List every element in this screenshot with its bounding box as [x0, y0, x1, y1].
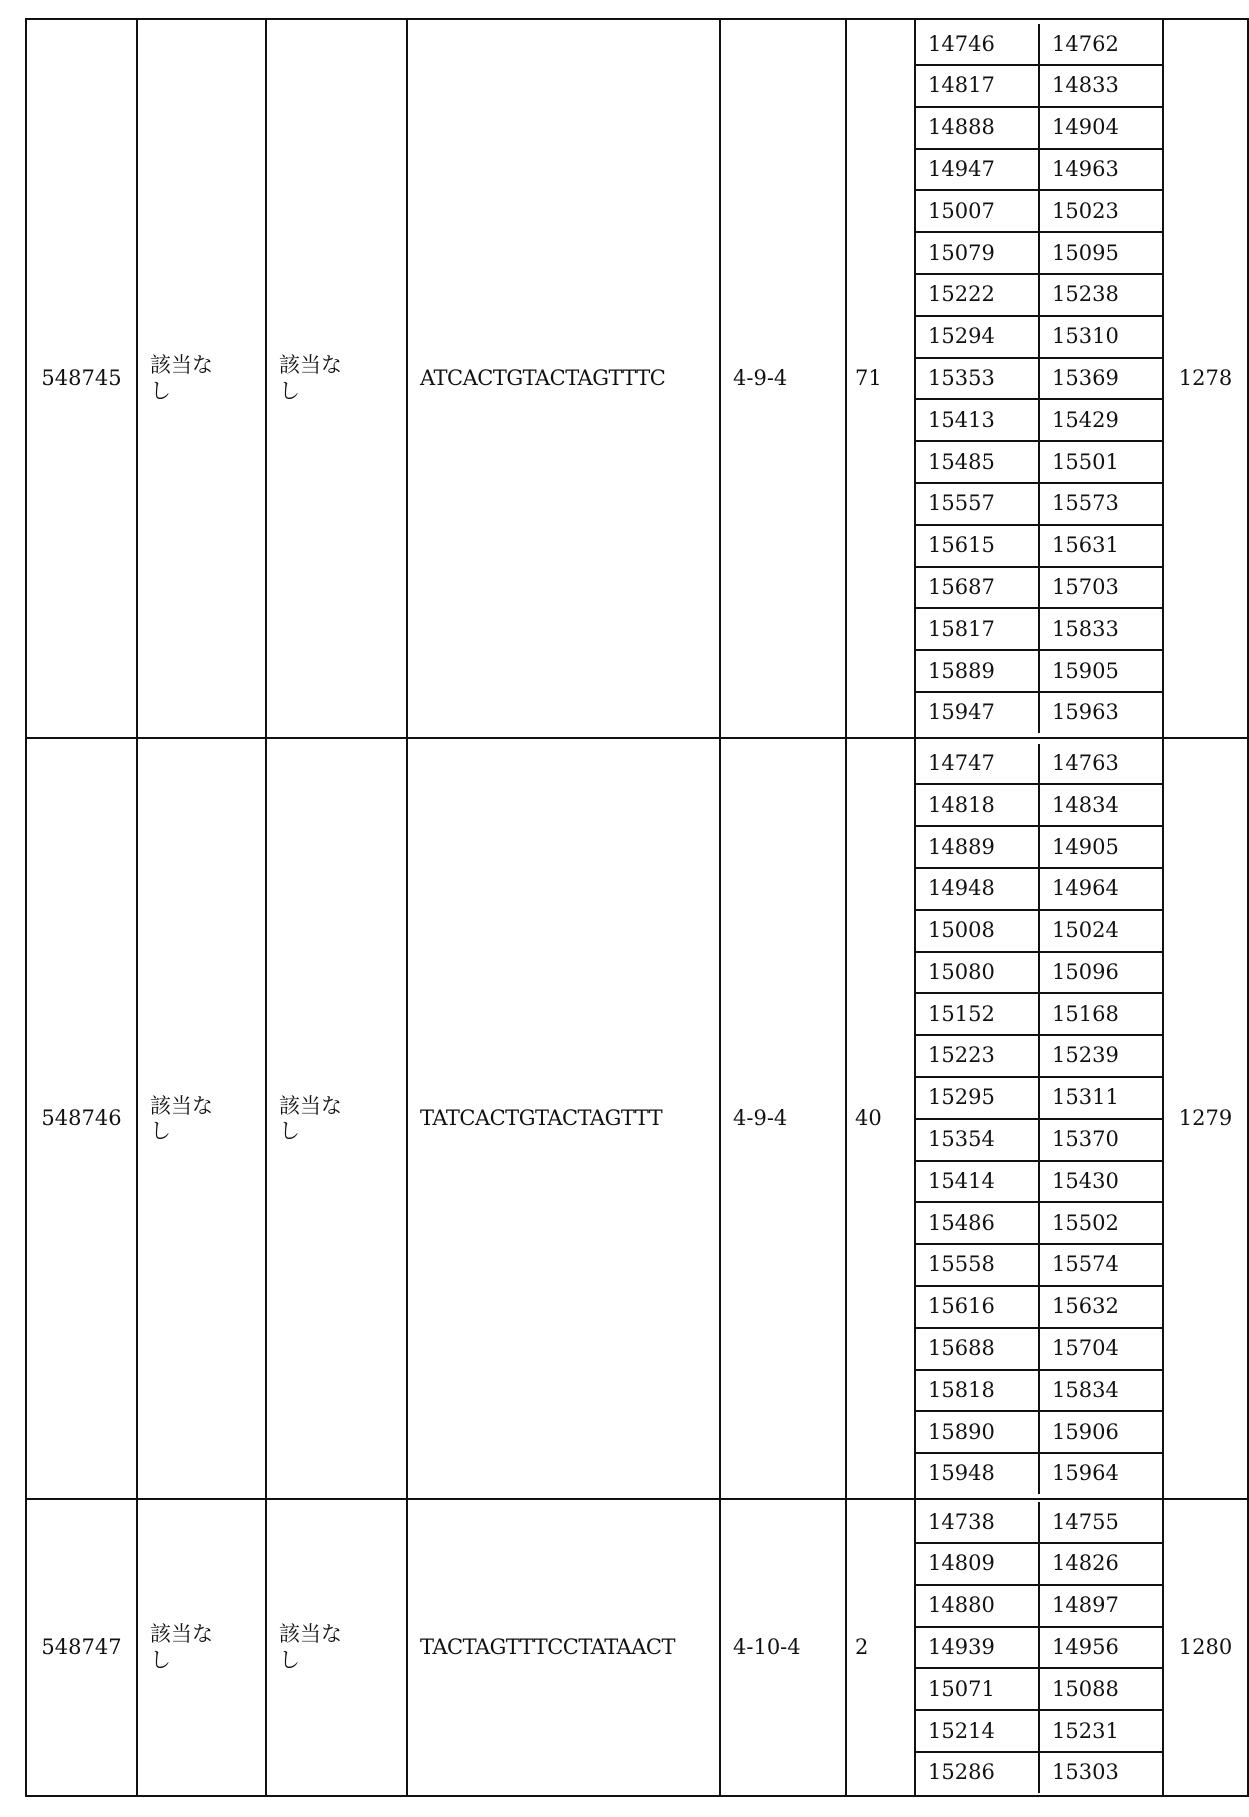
site-end: 15833 [1039, 608, 1162, 650]
site-row [916, 1585, 1162, 1627]
sites-table [916, 1502, 1162, 1793]
site-start: 15079 [916, 232, 1039, 274]
table-row [26, 19, 1248, 738]
site-start: 14939 [916, 1627, 1039, 1669]
not-applicable-text: 該当なし [279, 1622, 342, 1672]
site-end: 15238 [1039, 274, 1162, 316]
site-start: 15080 [916, 952, 1039, 994]
seq-id-cell: 1279 [1163, 738, 1248, 1499]
site-row [916, 1370, 1162, 1412]
site-row [916, 1328, 1162, 1370]
site-end: 15311 [1039, 1077, 1162, 1119]
site-start: 15817 [916, 608, 1039, 650]
not-applicable-text: 該当なし [150, 1093, 213, 1143]
site-end: 14897 [1039, 1585, 1162, 1627]
not-applicable-text: 該当なし [279, 1093, 342, 1143]
site-start: 14888 [916, 107, 1039, 149]
sites-cell [915, 1499, 1163, 1795]
site-start: 15486 [916, 1202, 1039, 1244]
site-row [916, 1627, 1162, 1669]
site-end: 14964 [1039, 868, 1162, 910]
site-start: 15615 [916, 525, 1039, 567]
site-end: 15905 [1039, 650, 1162, 692]
not-applicable-cell-2 [266, 19, 407, 738]
site-end: 15430 [1039, 1161, 1162, 1203]
site-row [916, 784, 1162, 826]
site-start: 15295 [916, 1077, 1039, 1119]
site-end: 15573 [1039, 483, 1162, 525]
site-start: 14746 [916, 24, 1039, 65]
site-end: 15631 [1039, 525, 1162, 567]
site-start: 14818 [916, 784, 1039, 826]
site-start: 15071 [916, 1668, 1039, 1710]
site-row [916, 525, 1162, 567]
site-end: 14904 [1039, 107, 1162, 149]
site-row [916, 149, 1162, 191]
site-row [916, 399, 1162, 441]
site-end: 15429 [1039, 399, 1162, 441]
value-cell: 2 [846, 1499, 915, 1795]
site-end: 15703 [1039, 567, 1162, 609]
site-start: 15818 [916, 1370, 1039, 1412]
site-row [916, 1286, 1162, 1328]
site-start: 15294 [916, 316, 1039, 358]
site-start: 14947 [916, 149, 1039, 191]
motif-cell: 4-10-4 [720, 1499, 846, 1795]
site-row [916, 441, 1162, 483]
site-start: 15688 [916, 1328, 1039, 1370]
not-applicable-cell-2 [266, 1499, 407, 1795]
site-start: 15008 [916, 910, 1039, 952]
site-row [916, 650, 1162, 692]
motif-cell: 4-9-4 [720, 738, 846, 1499]
site-row [916, 1453, 1162, 1494]
site-end: 15231 [1039, 1710, 1162, 1752]
site-end: 14956 [1039, 1627, 1162, 1669]
site-start: 14809 [916, 1543, 1039, 1585]
site-end: 14905 [1039, 826, 1162, 868]
site-row [916, 1543, 1162, 1585]
site-row [916, 826, 1162, 868]
not-applicable-cell-1 [137, 738, 266, 1499]
site-start: 15223 [916, 1035, 1039, 1077]
site-start: 15353 [916, 358, 1039, 400]
site-end: 15168 [1039, 993, 1162, 1035]
site-row [916, 1035, 1162, 1077]
not-applicable-text: 該当なし [150, 353, 213, 403]
site-row [916, 1668, 1162, 1710]
site-end: 15370 [1039, 1119, 1162, 1161]
site-end: 15906 [1039, 1411, 1162, 1453]
site-end: 15095 [1039, 232, 1162, 274]
site-start: 15558 [916, 1244, 1039, 1286]
site-row [916, 692, 1162, 733]
site-end: 14763 [1039, 744, 1162, 785]
not-applicable-cell-1 [137, 19, 266, 738]
site-start: 15616 [916, 1286, 1039, 1328]
site-end: 15303 [1052, 1760, 1119, 1785]
site-end: 15096 [1039, 952, 1162, 994]
site-row [916, 1119, 1162, 1161]
site-start: 14948 [916, 868, 1039, 910]
site-start: 14817 [916, 65, 1039, 107]
site-end: 15088 [1039, 1668, 1162, 1710]
site-start: 15890 [916, 1411, 1039, 1453]
compound-id-cell: 548745 [26, 19, 137, 738]
site-row [916, 1502, 1162, 1543]
site-end: 15632 [1039, 1286, 1162, 1328]
not-applicable-cell-1 [137, 1499, 266, 1795]
site-row [916, 1244, 1162, 1286]
site-start: 15947 [916, 692, 1039, 733]
site-start: 14738 [916, 1502, 1039, 1543]
data-table [25, 18, 1249, 1797]
site-end: 14834 [1039, 784, 1162, 826]
site-end: 14963 [1039, 149, 1162, 191]
site-end: 15023 [1039, 190, 1162, 232]
site-start: 14747 [916, 744, 1039, 785]
site-row [916, 107, 1162, 149]
compound-id-cell: 548747 [26, 1499, 137, 1795]
site-end: 15704 [1039, 1328, 1162, 1370]
site-row [916, 24, 1162, 65]
site-start: 15557 [916, 483, 1039, 525]
table-row [26, 1499, 1248, 1795]
site-row [916, 1161, 1162, 1203]
sites-cell [915, 19, 1163, 738]
sites-table [916, 744, 1162, 1494]
site-row [916, 1710, 1162, 1752]
site-row [916, 358, 1162, 400]
site-start: 15889 [916, 650, 1039, 692]
site-start: 15485 [916, 441, 1039, 483]
seq-id-cell: 1278 [1163, 19, 1248, 738]
site-row [916, 1752, 1162, 1793]
site-row [916, 232, 1162, 274]
site-start: 15152 [916, 993, 1039, 1035]
not-applicable-text: 該当なし [279, 353, 342, 403]
site-end: 15024 [1039, 910, 1162, 952]
site-start: 14889 [916, 826, 1039, 868]
site-start: 15413 [916, 399, 1039, 441]
value-cell: 40 [846, 738, 915, 1499]
site-end: 14826 [1039, 1543, 1162, 1585]
site-start: 15222 [916, 274, 1039, 316]
not-applicable-text: 該当なし [150, 1622, 213, 1672]
site-row [916, 993, 1162, 1035]
site-row [916, 1411, 1162, 1453]
site-end: 14755 [1039, 1502, 1162, 1543]
site-row [916, 483, 1162, 525]
site-row [916, 567, 1162, 609]
site-row [916, 316, 1162, 358]
sequence-cell: TATCACTGTACTAGTTT [407, 738, 720, 1499]
sequence-cell: TACTAGTTTCCTATAACT [407, 1499, 720, 1795]
site-end: 15502 [1039, 1202, 1162, 1244]
site-end: 15964 [1052, 1461, 1119, 1486]
site-row [916, 910, 1162, 952]
site-row [916, 608, 1162, 650]
site-row [916, 868, 1162, 910]
site-end: 14762 [1039, 24, 1162, 65]
sites-cell [915, 738, 1163, 1499]
site-start: 15414 [916, 1161, 1039, 1203]
site-end: 15501 [1039, 441, 1162, 483]
site-start: 15948 [916, 1453, 1039, 1494]
site-end: 15310 [1039, 316, 1162, 358]
value-cell: 71 [846, 19, 915, 738]
site-end: 15239 [1039, 1035, 1162, 1077]
site-row [916, 65, 1162, 107]
site-end: 15574 [1039, 1244, 1162, 1286]
motif-cell: 4-9-4 [720, 19, 846, 738]
site-row [916, 744, 1162, 785]
site-row [916, 952, 1162, 994]
site-start: 15286 [916, 1752, 1039, 1793]
site-row [916, 1202, 1162, 1244]
site-start: 15007 [916, 190, 1039, 232]
site-row [916, 1077, 1162, 1119]
site-start: 14880 [916, 1585, 1039, 1627]
not-applicable-cell-2 [266, 738, 407, 1499]
sequence-cell: ATCACTGTACTAGTTTC [407, 19, 720, 738]
site-end: 15834 [1039, 1370, 1162, 1412]
sites-table [916, 24, 1162, 733]
site-start: 15354 [916, 1119, 1039, 1161]
seq-id-cell: 1280 [1163, 1499, 1248, 1795]
site-row [916, 190, 1162, 232]
site-end: 15369 [1039, 358, 1162, 400]
site-end: 14833 [1039, 65, 1162, 107]
site-start: 15214 [916, 1710, 1039, 1752]
site-end: 15963 [1052, 700, 1119, 725]
table-row [26, 738, 1248, 1499]
compound-id-cell: 548746 [26, 738, 137, 1499]
site-start: 15687 [916, 567, 1039, 609]
site-row [916, 274, 1162, 316]
